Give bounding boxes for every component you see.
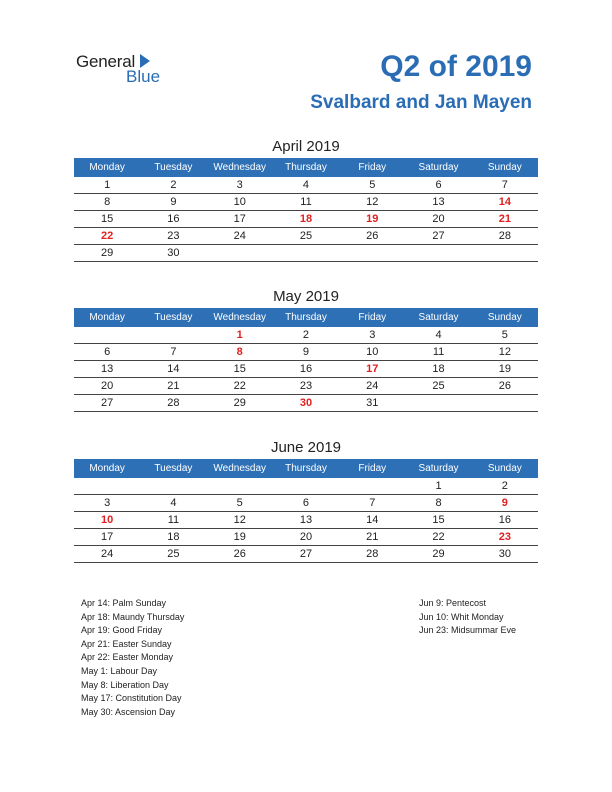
day-cell: 5 (339, 177, 405, 194)
day-cell: 8 (207, 344, 273, 361)
empty-day-cell (273, 245, 339, 262)
day-cell: 17 (339, 361, 405, 378)
holiday-note: Apr 19: Good Friday (81, 625, 163, 636)
day-cell: 24 (339, 378, 405, 395)
holiday-note: Apr 18: Maundy Thursday (81, 611, 185, 622)
day-cell: 2 (140, 177, 206, 194)
holiday-note: May 1: Labour Day (81, 665, 158, 676)
day-cell: 15 (207, 361, 273, 378)
day-cell: 10 (339, 344, 405, 361)
empty-day-cell (339, 478, 405, 495)
week-row (74, 344, 538, 361)
day-cell: 12 (339, 194, 405, 211)
empty-day-cell (74, 478, 140, 495)
day-cell: 7 (339, 495, 405, 512)
day-cell: 15 (74, 211, 140, 228)
day-cell: 5 (207, 495, 273, 512)
weekday-header: Tuesday (140, 459, 206, 478)
week-row (74, 495, 538, 512)
empty-day-cell (273, 478, 339, 495)
month-title: April 2019 (272, 138, 340, 155)
month-title: May 2019 (273, 288, 339, 305)
holiday-list-left (81, 597, 184, 719)
day-cell: 13 (405, 194, 471, 211)
day-cell: 15 (405, 512, 471, 529)
holiday-note: May 17: Constitution Day (81, 693, 182, 704)
day-cell: 28 (339, 546, 405, 563)
day-cell: 11 (140, 512, 206, 529)
empty-day-cell (405, 245, 471, 262)
calendar-table (74, 308, 538, 412)
weekday-header: Friday (339, 308, 405, 327)
day-cell: 16 (140, 211, 206, 228)
weekday-header-row (74, 308, 538, 327)
weekday-header-row (74, 158, 538, 177)
month-april (74, 136, 538, 262)
day-cell: 18 (140, 529, 206, 546)
day-cell: 5 (472, 327, 538, 344)
weekday-header: Monday (74, 308, 140, 327)
day-cell: 20 (405, 211, 471, 228)
day-cell: 11 (273, 194, 339, 211)
day-cell: 8 (405, 495, 471, 512)
weekday-header: Tuesday (140, 308, 206, 327)
day-cell: 14 (339, 512, 405, 529)
day-cell: 27 (405, 228, 471, 245)
weekday-header: Sunday (472, 459, 538, 478)
day-cell: 6 (405, 177, 471, 194)
day-cell: 22 (207, 378, 273, 395)
weekday-header: Saturday (405, 158, 471, 177)
weekday-header: Thursday (273, 158, 339, 177)
weekday-header: Sunday (472, 308, 538, 327)
week-row (74, 228, 538, 245)
weekday-header: Wednesday (207, 459, 273, 478)
day-cell: 21 (339, 529, 405, 546)
holiday-note: May 8: Liberation Day (81, 679, 169, 690)
empty-day-cell (405, 395, 471, 412)
day-cell: 1 (405, 478, 471, 495)
day-cell: 14 (140, 361, 206, 378)
empty-day-cell (472, 395, 538, 412)
day-cell: 20 (273, 529, 339, 546)
calendar-table (74, 459, 538, 563)
week-row (74, 245, 538, 262)
week-row (74, 529, 538, 546)
day-cell: 7 (472, 177, 538, 194)
week-row (74, 211, 538, 228)
day-cell: 4 (405, 327, 471, 344)
day-cell: 9 (140, 194, 206, 211)
week-row (74, 177, 538, 194)
day-cell: 14 (472, 194, 538, 211)
empty-day-cell (472, 245, 538, 262)
page-subtitle: Svalbard and Jan Mayen (310, 92, 532, 113)
weekday-header: Monday (74, 158, 140, 177)
holiday-note: Apr 22: Easter Monday (81, 652, 174, 663)
empty-day-cell (339, 245, 405, 262)
day-cell: 30 (140, 245, 206, 262)
day-cell: 23 (273, 378, 339, 395)
day-cell: 23 (140, 228, 206, 245)
day-cell: 25 (140, 546, 206, 563)
empty-day-cell (207, 478, 273, 495)
day-cell: 25 (273, 228, 339, 245)
calendar-table (74, 158, 538, 262)
logo-general-text: General (76, 52, 136, 71)
day-cell: 26 (339, 228, 405, 245)
day-cell: 9 (273, 344, 339, 361)
day-cell: 12 (472, 344, 538, 361)
holiday-note: Apr 14: Palm Sunday (81, 598, 167, 608)
month-june (74, 437, 538, 563)
day-cell: 27 (74, 395, 140, 412)
day-cell: 11 (405, 344, 471, 361)
day-cell: 29 (74, 245, 140, 262)
weekday-header: Monday (74, 459, 140, 478)
day-cell: 10 (74, 512, 140, 529)
day-cell: 3 (207, 177, 273, 194)
day-cell: 13 (74, 361, 140, 378)
day-cell: 19 (339, 211, 405, 228)
logo-blue-text: Blue (126, 67, 161, 86)
weekday-header-row (74, 459, 538, 478)
day-cell: 17 (207, 211, 273, 228)
week-row (74, 361, 538, 378)
day-cell: 3 (74, 495, 140, 512)
day-cell: 28 (140, 395, 206, 412)
week-row (74, 395, 538, 412)
holiday-note: Apr 21: Easter Sunday (81, 638, 172, 649)
weekday-header: Friday (339, 158, 405, 177)
day-cell: 22 (74, 228, 140, 245)
day-cell: 7 (140, 344, 206, 361)
page-title: Q2 of 2019 (380, 50, 532, 83)
week-row (74, 327, 538, 344)
day-cell: 18 (273, 211, 339, 228)
day-cell: 8 (74, 194, 140, 211)
day-cell: 19 (472, 361, 538, 378)
empty-day-cell (140, 478, 206, 495)
empty-day-cell (74, 327, 140, 344)
day-cell: 3 (339, 327, 405, 344)
weekday-header: Saturday (405, 459, 471, 478)
week-row (74, 478, 538, 495)
day-cell: 9 (472, 495, 538, 512)
weekday-header: Sunday (472, 158, 538, 177)
day-cell: 4 (273, 177, 339, 194)
month-may (74, 286, 538, 412)
day-cell: 21 (140, 378, 206, 395)
holiday-note: Jun 9: Pentecost (419, 598, 487, 608)
day-cell: 27 (273, 546, 339, 563)
day-cell: 18 (405, 361, 471, 378)
day-cell: 2 (273, 327, 339, 344)
day-cell: 16 (472, 512, 538, 529)
day-cell: 28 (472, 228, 538, 245)
holiday-list-right (419, 597, 516, 638)
month-title: June 2019 (270, 439, 342, 456)
day-cell: 20 (74, 378, 140, 395)
day-cell: 25 (405, 378, 471, 395)
weekday-header: Wednesday (207, 158, 273, 177)
day-cell: 26 (472, 378, 538, 395)
day-cell: 30 (472, 546, 538, 563)
day-cell: 6 (74, 344, 140, 361)
day-cell: 1 (207, 327, 273, 344)
empty-day-cell (207, 245, 273, 262)
week-row (74, 378, 538, 395)
day-cell: 30 (273, 395, 339, 412)
day-cell: 19 (207, 529, 273, 546)
day-cell: 31 (339, 395, 405, 412)
week-row (74, 194, 538, 211)
day-cell: 21 (472, 211, 538, 228)
holiday-note: May 30: Ascension Day (81, 706, 176, 717)
day-cell: 2 (472, 478, 538, 495)
day-cell: 29 (405, 546, 471, 563)
logo (76, 52, 186, 88)
weekday-header: Saturday (405, 308, 471, 327)
day-cell: 22 (405, 529, 471, 546)
weekday-header: Wednesday (207, 308, 273, 327)
holiday-note: Jun 23: Midsummar Eve (419, 625, 517, 636)
day-cell: 4 (140, 495, 206, 512)
day-cell: 12 (207, 512, 273, 529)
weekday-header: Thursday (273, 459, 339, 478)
week-row (74, 512, 538, 529)
weekday-header: Friday (339, 459, 405, 478)
day-cell: 13 (273, 512, 339, 529)
logo-flag-icon (140, 54, 150, 68)
day-cell: 6 (273, 495, 339, 512)
empty-day-cell (140, 327, 206, 344)
weekday-header: Tuesday (140, 158, 206, 177)
day-cell: 1 (74, 177, 140, 194)
day-cell: 23 (472, 529, 538, 546)
week-row (74, 546, 538, 563)
day-cell: 16 (273, 361, 339, 378)
holiday-note: Jun 10: Whit Monday (419, 611, 504, 622)
day-cell: 26 (207, 546, 273, 563)
day-cell: 10 (207, 194, 273, 211)
day-cell: 24 (207, 228, 273, 245)
day-cell: 24 (74, 546, 140, 563)
day-cell: 29 (207, 395, 273, 412)
weekday-header: Thursday (273, 308, 339, 327)
day-cell: 17 (74, 529, 140, 546)
